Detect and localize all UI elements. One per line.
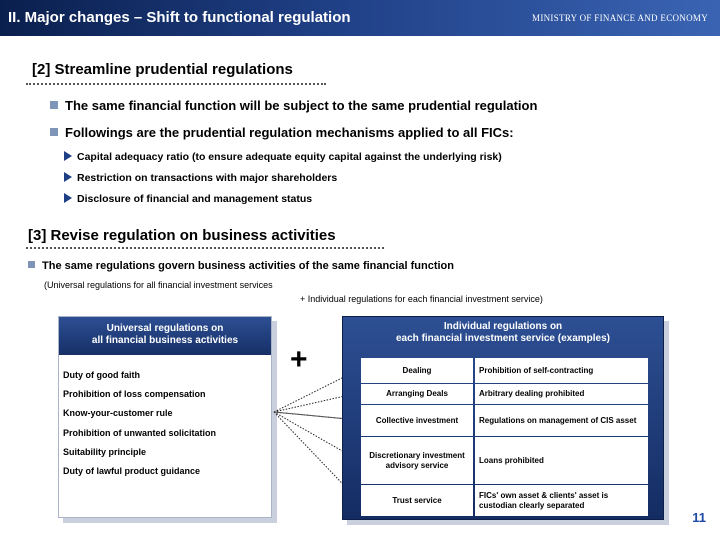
service-cell: Arranging Deals	[361, 384, 473, 404]
regulation-cell: Regulations on management of CIS asset	[475, 405, 648, 436]
individual-heading	[343, 321, 663, 345]
universal-item: Duty of lawful product guidance	[63, 465, 200, 476]
universal-item: Prohibition of loss compensation	[63, 389, 206, 400]
service-cell: Trust service	[361, 485, 473, 516]
universal-heading-line-1: Universal regulations on	[106, 323, 224, 334]
bullet-text: Followings are the prudential regulation mechanisms applied to all FICs:	[65, 125, 514, 140]
bullet-text: The same financial function will be subject to the same prudential regulation	[65, 98, 538, 113]
regulation-cell: Arbitrary dealing prohibited	[475, 384, 648, 404]
universal-item: Suitability principle	[63, 446, 147, 457]
plus-sign: +	[290, 343, 308, 376]
ministry-label: MINISTRY OF FINANCE AND ECONOMY	[532, 13, 708, 23]
note-individual: + Individual regulations for each financial investment service)	[300, 294, 543, 304]
universal-item: Duty of good faith	[63, 370, 140, 380]
service-cell: Dealing	[361, 358, 473, 383]
sub-item-text: Disclosure of financial and management status	[77, 193, 313, 205]
section-2-title: [2] Streamline prudential regulations	[32, 61, 293, 78]
bullet-text: The same regulations govern business activities of the same financial function	[42, 260, 454, 272]
regulation-cell: Prohibition of self-contracting	[475, 358, 648, 383]
page-number: 11	[692, 510, 706, 525]
universal-item: Prohibition of unwanted solicitation	[63, 427, 216, 438]
universal-item: Know-your-customer rule	[63, 408, 173, 419]
note-universal: (Universal regulations for all financial investment services	[44, 280, 273, 290]
page-title: II. Major changes – Shift to functional regulation	[8, 9, 351, 26]
regulation-cell: Loans prohibited	[475, 437, 648, 484]
individual-heading-line-1: Individual regulations on	[443, 321, 563, 332]
universal-heading-line-2: all financial business activities	[91, 335, 239, 346]
regulation-cell: FICs' own asset & clients' asset is custodian clearly separated	[475, 485, 648, 516]
individual-heading-line-2: each financial investment service (examples)	[396, 333, 610, 344]
section-3-title: [3] Revise regulation on business activities	[28, 227, 336, 244]
service-cell: Collective investment	[361, 405, 473, 436]
service-cell: Discretionary investment advisory service	[361, 437, 473, 484]
sub-item-text: Capital adequacy ratio (to ensure adequate equity capital against the underlying risk)	[77, 151, 502, 163]
individual-regulations-panel	[342, 316, 664, 520]
sub-item-text: Restriction on transactions with major shareholders	[77, 172, 338, 184]
